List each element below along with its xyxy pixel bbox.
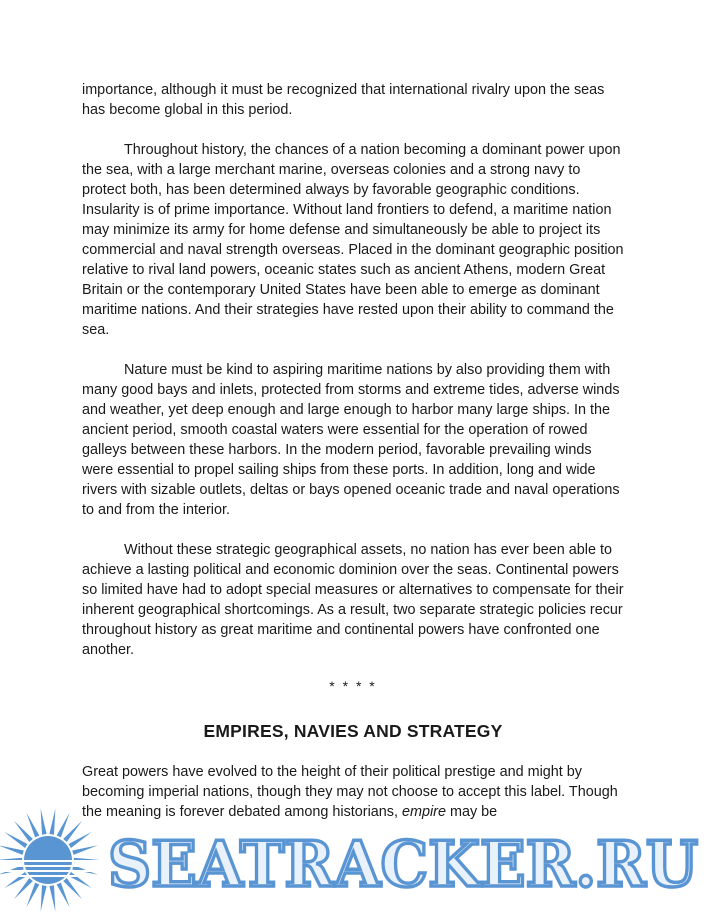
section-heading: EMPIRES, NAVIES AND STRATEGY bbox=[203, 721, 503, 741]
section-separator: * * * * bbox=[329, 678, 377, 694]
sun-ray bbox=[41, 809, 47, 835]
sun-ray bbox=[26, 883, 39, 908]
paragraph-strategic-assets: Without these strategic geographical assets, no nation has ever been able to achieve a lasting political and economic dominion over the seas. Continental powers so limited have had to adopt special measures or alternatives to compensate for their inherent geographical shortcomings. As a result, two separate strategic policies recur throughout history as great maritime and continental powers have confronted one another. bbox=[82, 542, 624, 658]
sun-logo-icon bbox=[0, 809, 110, 912]
paragraph-empires-start: Great powers have evolved to the height of their political prestige and might by becoming imperial nations, though they may not choose to accept this label. Though the meaning is forever debated among historians, bbox=[82, 764, 618, 820]
watermark-text: SEATRACKER.RU bbox=[108, 827, 698, 901]
paragraph-insularity: Throughout history, the chances of a nation becoming a dominant power upon the sea, with a large merchant marine, overseas colonies and a strong navy to protect both, has been determined always by favorable geographic conditions. Insularity is of prime importance. Without land frontiers to defend, a maritime nation may minimize its army for home defense and simultaneously be able to project its commercial and naval strength overseas. Placed in the dominant geographic position relative to rival land powers, oceanic states such as ancient Athens, modern Great Britain or the contemporary United States have been able to emerge as dominant maritime nations. And their strategies have rested upon their ability to command the sea. bbox=[82, 142, 624, 338]
sun-ray bbox=[57, 813, 70, 838]
watermark bbox=[0, 806, 708, 916]
sun-ray bbox=[57, 883, 70, 908]
sun-ray bbox=[49, 885, 55, 911]
sun-ray bbox=[49, 809, 55, 835]
emphasis-empire: empire bbox=[401, 804, 446, 820]
paragraph-continuation: importance, although it must be recognized that international rivalry upon the seas has become global in this period. bbox=[82, 82, 605, 118]
sun-ray bbox=[41, 885, 47, 911]
paragraph-nature: Nature must be kind to aspiring maritime nations by also providing them with many good bays and inlets, protected from storms and extreme tides, adverse winds and weather, yet deep enough and large enough to harbor many large ships. In the ancient period, smooth coastal waters were essential for the operation of rowed galleys between these harbors. In the modern period, favorable prevailing winds were essential to propel sailing ships from these ports. In addition, long and wide rivers with sizable outlets, deltas or bays opened oceanic trade and naval operations to and from the interior. bbox=[82, 362, 620, 518]
sun-ray bbox=[26, 813, 39, 838]
sun-ray bbox=[0, 845, 24, 855]
paragraph-empires-end: may be bbox=[445, 804, 498, 820]
document-page bbox=[82, 80, 624, 842]
sun-ray bbox=[72, 845, 98, 855]
